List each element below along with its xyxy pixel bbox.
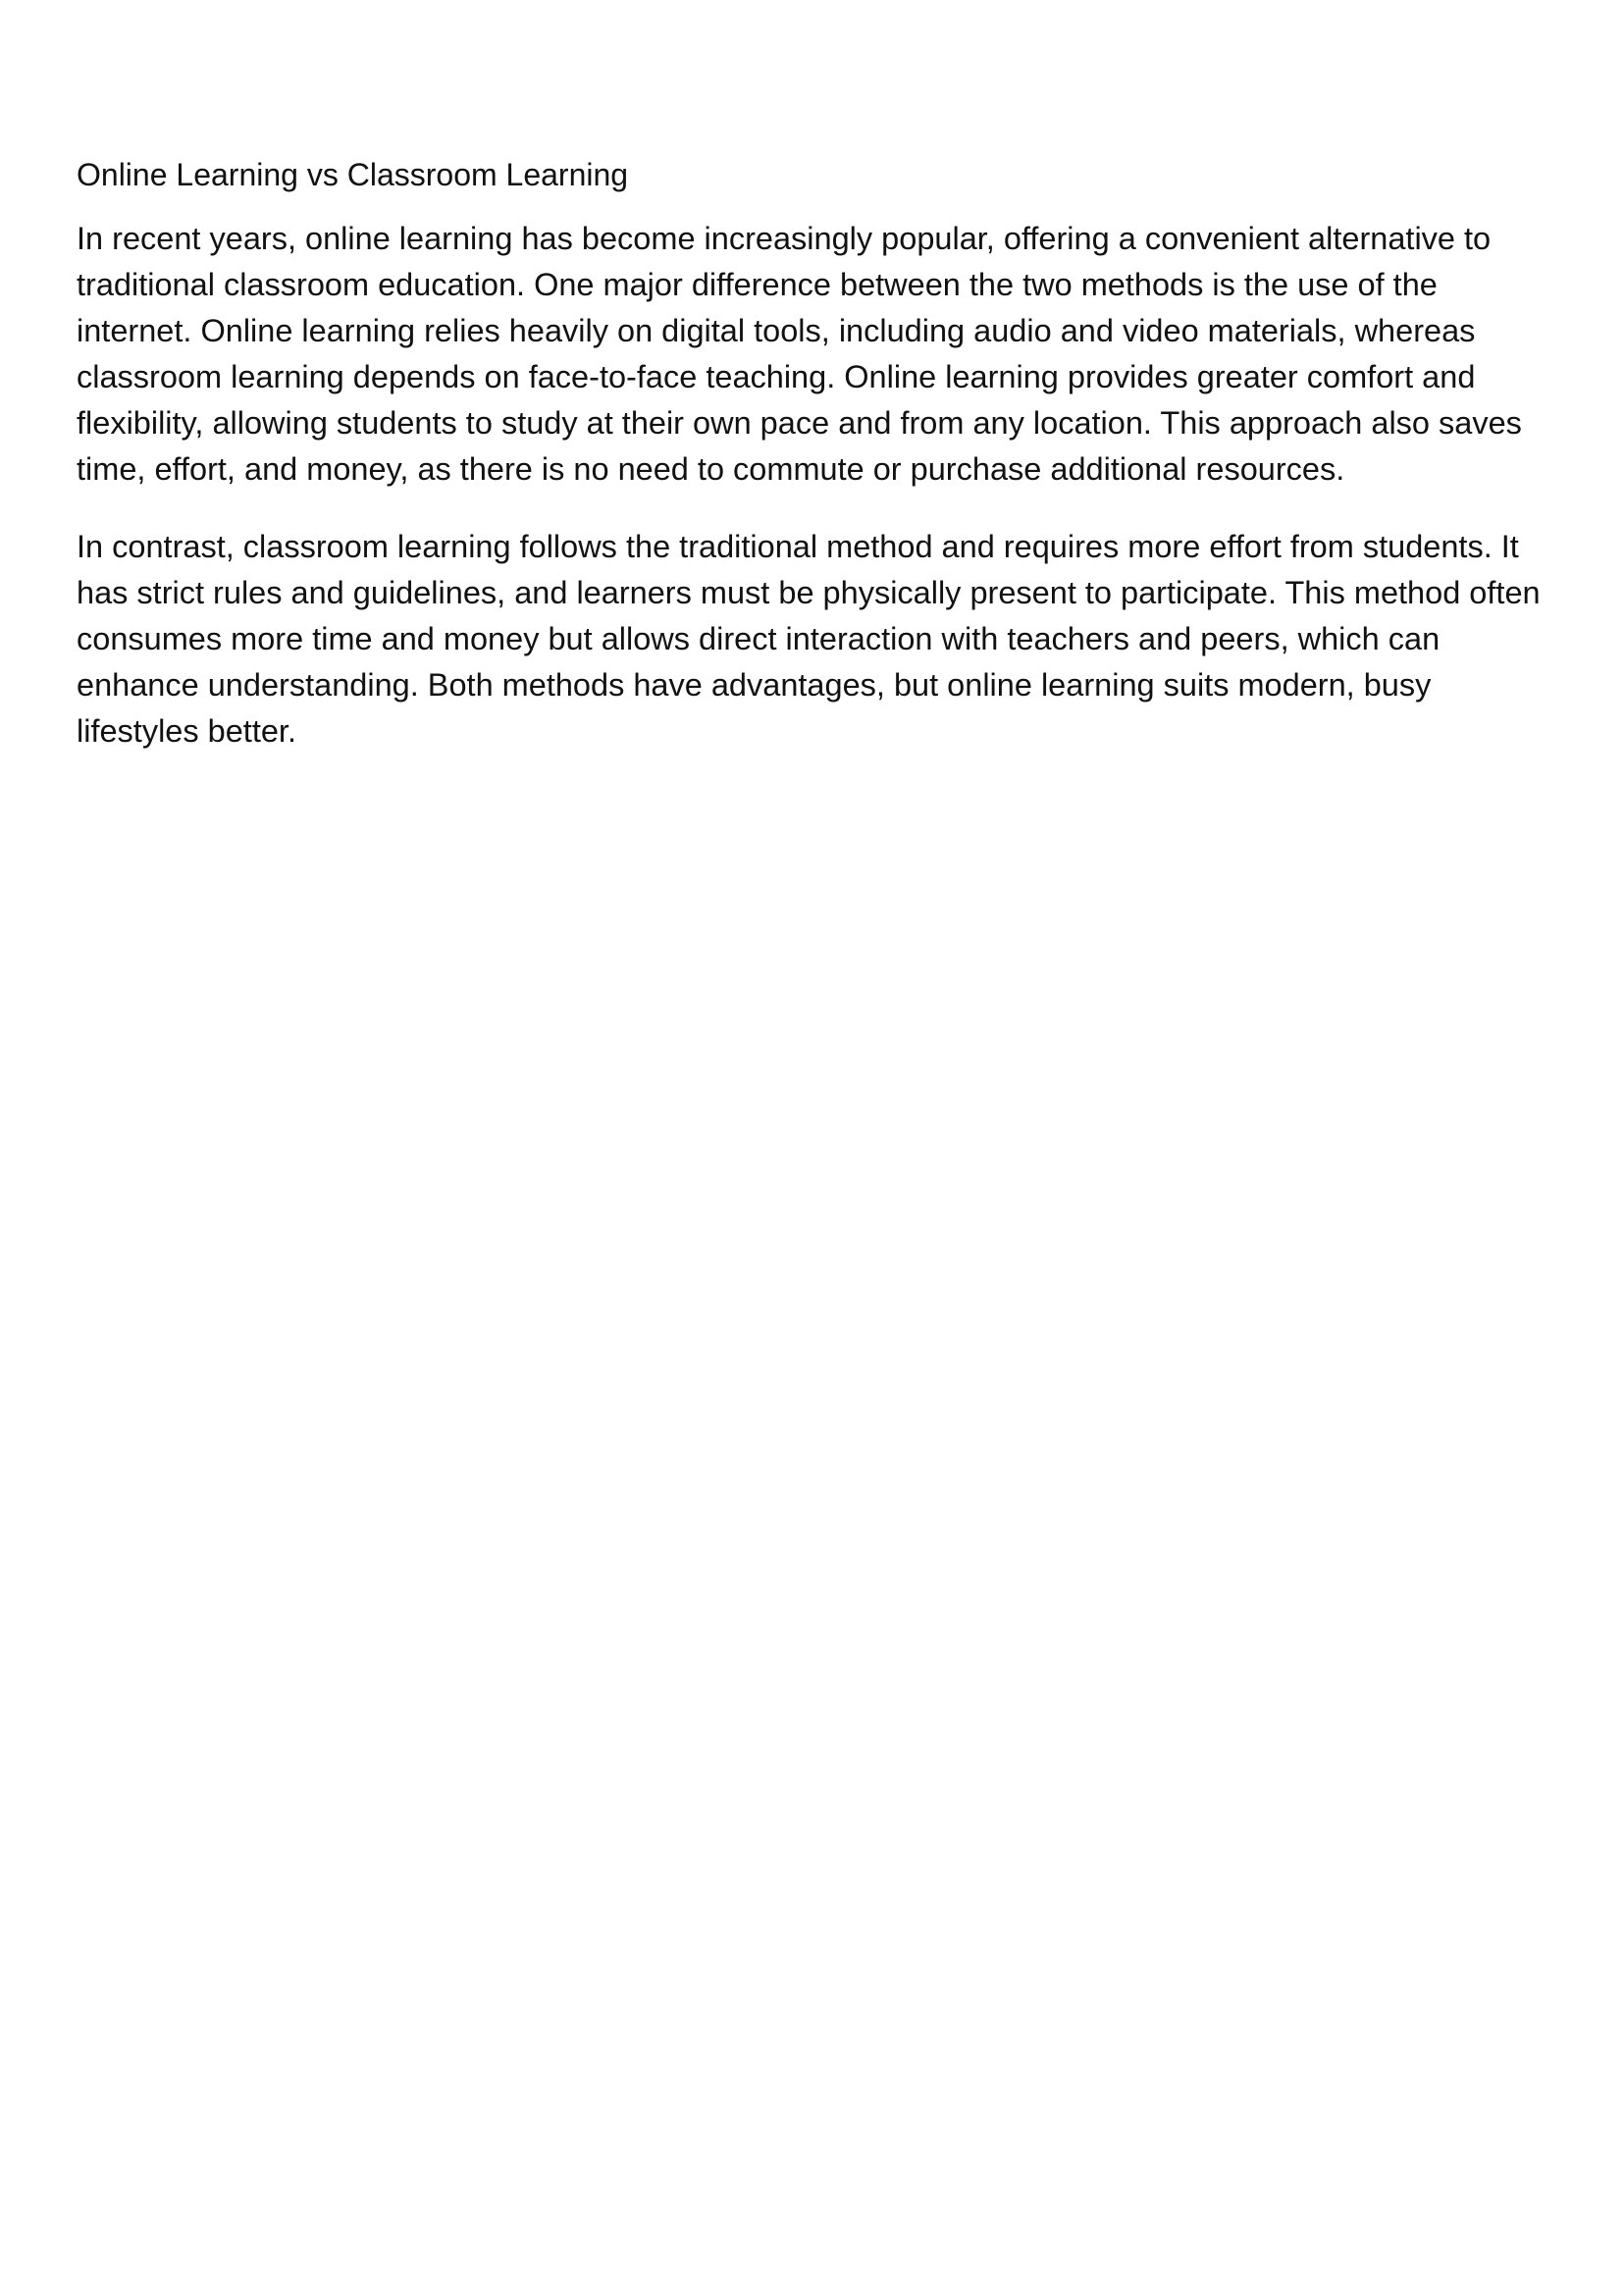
document-body — [77, 147, 1548, 786]
paragraph-classroom-learning: In contrast, classroom learning follows the traditional method and requires more effort from students. It has strict rules and guidelines, and learners must be physically present to participate. This method often consumes more time and money but allows direct interaction with teachers and peers, which can enhance understanding. Both methods have advantages, but online learning suits modern, busy lifestyles better. — [77, 529, 1541, 749]
document-title: Online Learning vs Classroom Learning — [77, 157, 629, 192]
paragraph-online-learning: In recent years, online learning has become increasingly popular, offering a convenient alternative to traditional classroom education. One major difference between the two methods is the use of the internet. Online learning relies heavily on digital tools, including audio and video materials, whereas classroom learning depends on face-to-face teaching. Online learning provides greater comfort and flexibility, allowing students to study at their own pace and from any location. This approach also saves time, effort, and money, as there is no need to commute or purchase additional resources. — [77, 221, 1522, 487]
